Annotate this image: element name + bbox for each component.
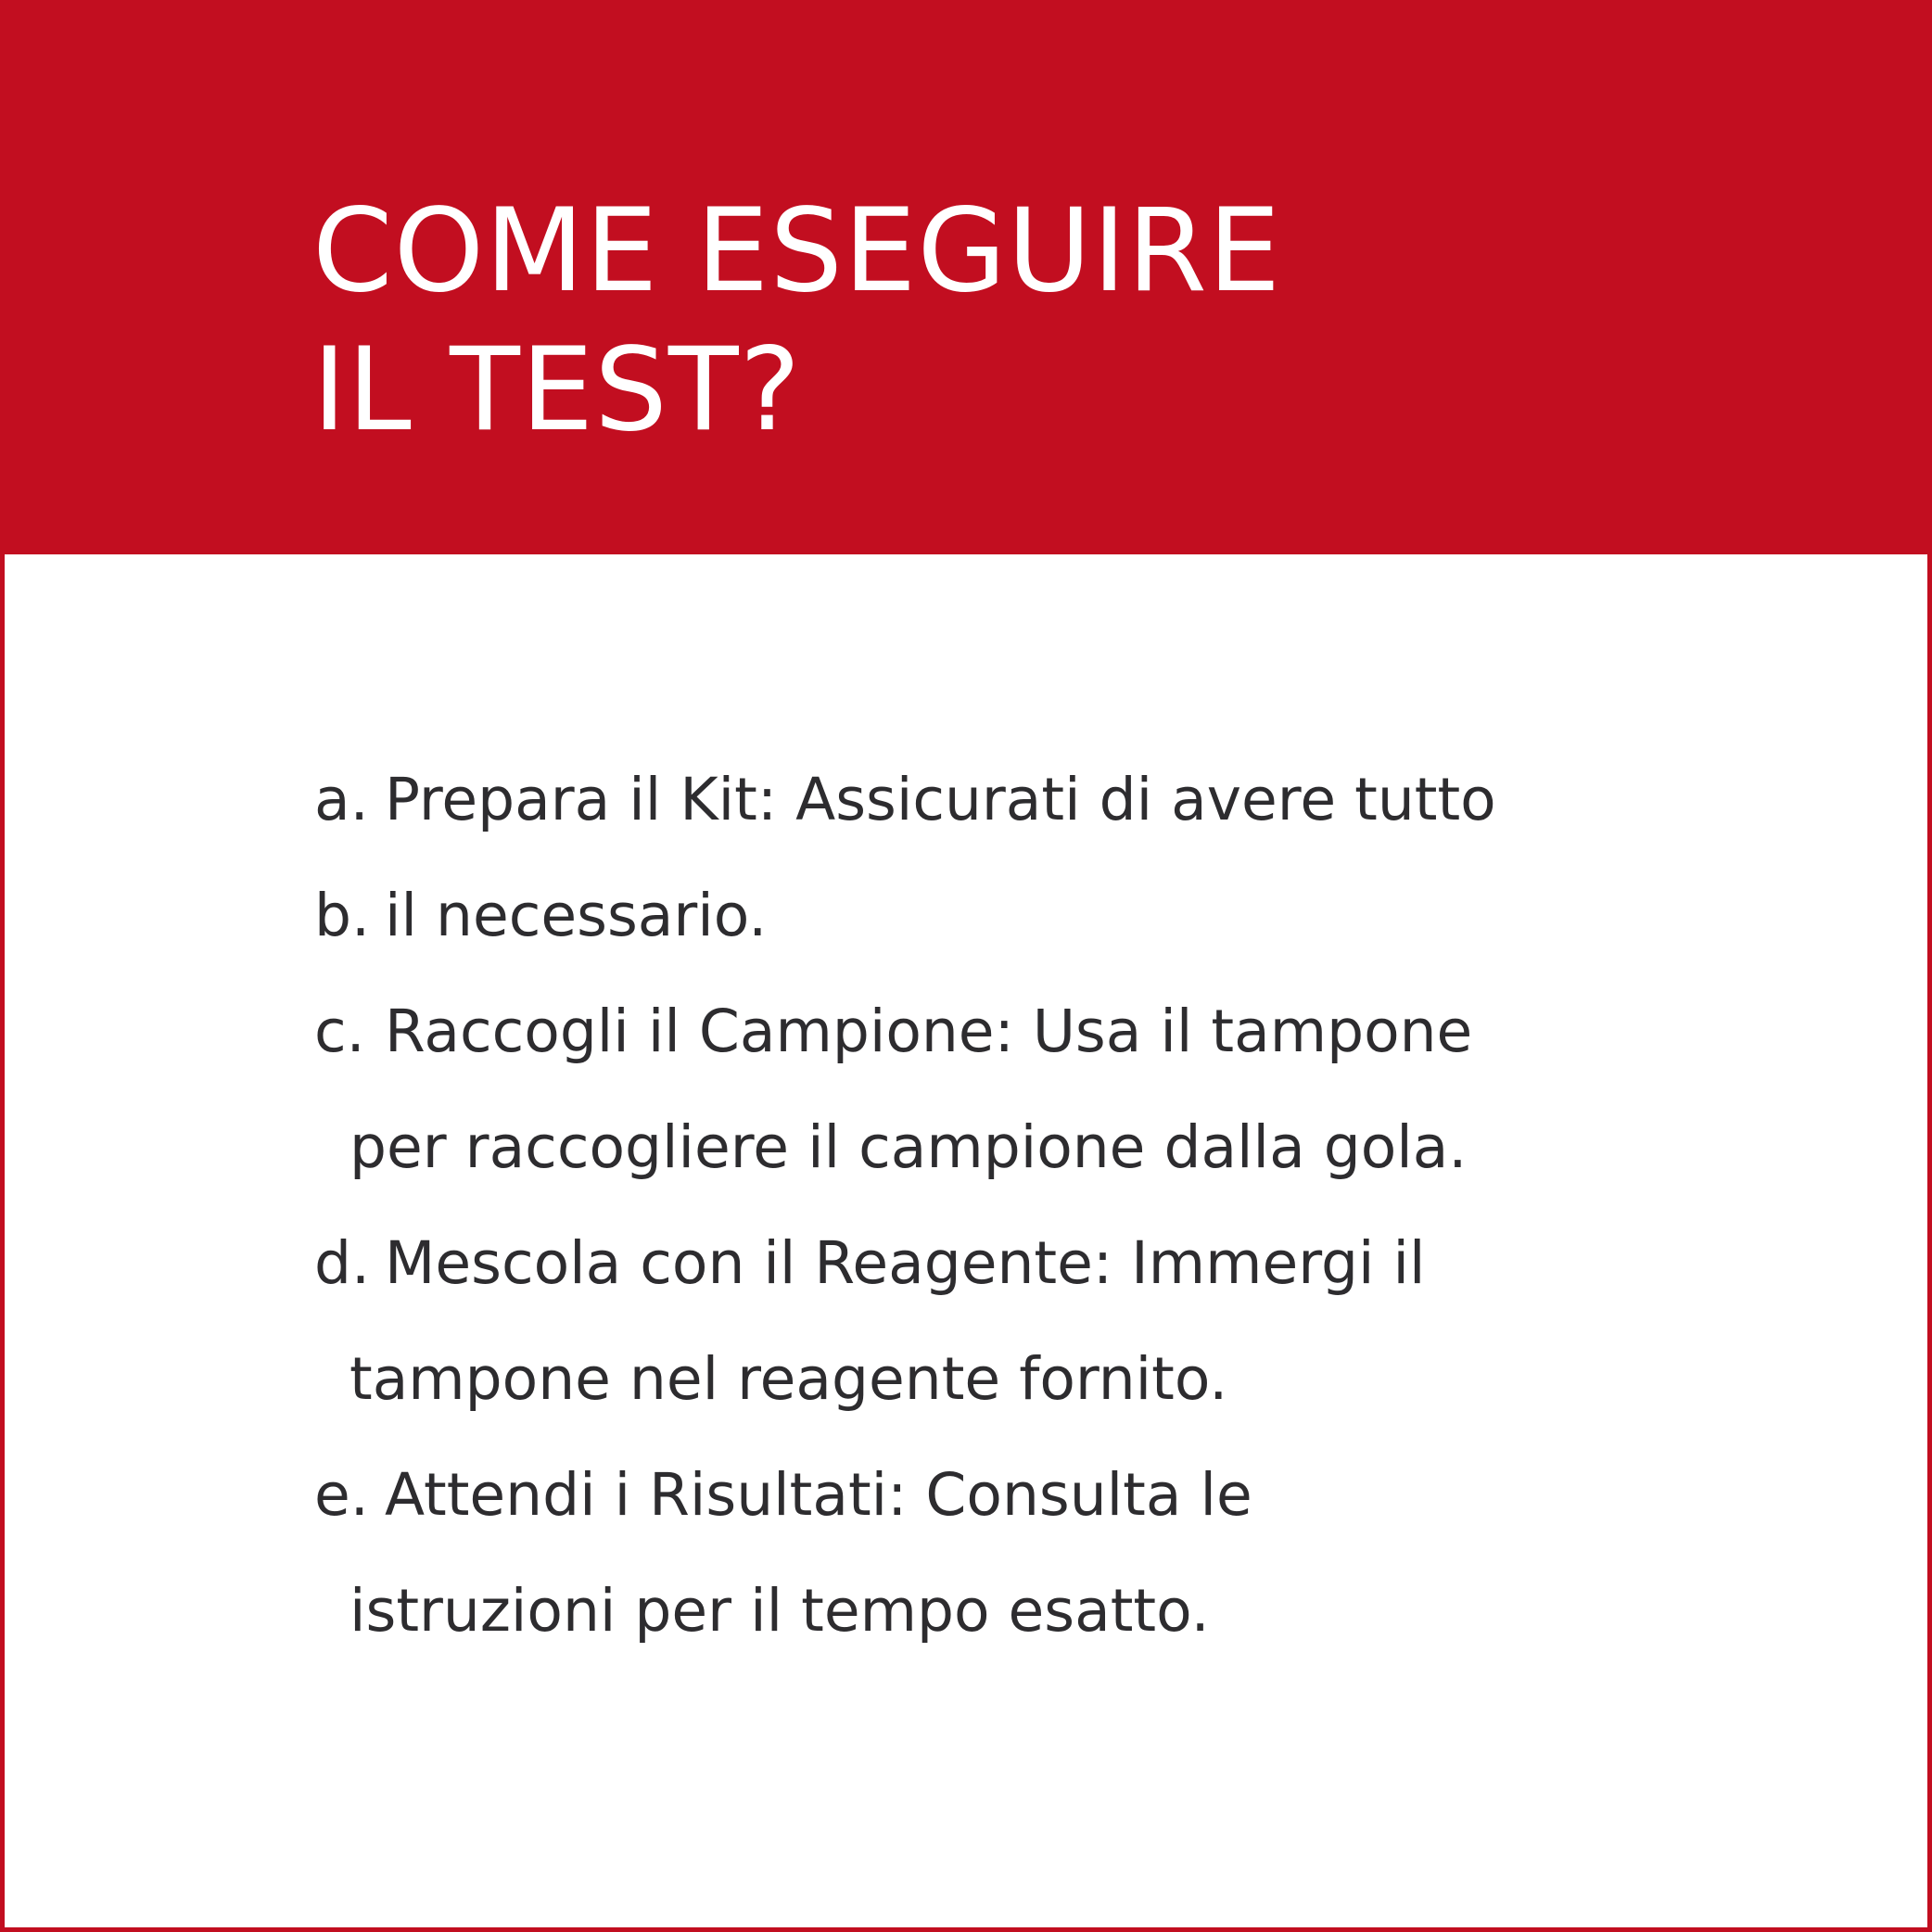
list-marker: a. xyxy=(314,766,369,833)
page-title xyxy=(312,182,1281,460)
list-item xyxy=(314,858,1496,973)
steps-list xyxy=(314,742,1496,1669)
list-item xyxy=(314,1205,1496,1437)
list-item-text: Prepara il Kit: Assicurati di avere tutto xyxy=(385,766,1496,833)
list-marker: b. xyxy=(314,882,371,949)
list-item xyxy=(314,742,1496,858)
list-item-continuation: per raccogliere il campione dalla gola. xyxy=(350,1113,1468,1181)
list-item-continuation: istruzioni per il tempo esatto. xyxy=(350,1577,1210,1645)
list-item xyxy=(314,973,1496,1205)
list-marker: e. xyxy=(314,1461,369,1529)
title-line-1: COME ESEGUIRE xyxy=(312,184,1282,318)
list-item xyxy=(314,1437,1496,1669)
list-item-text: il necessario. xyxy=(385,882,768,949)
header-banner xyxy=(5,0,1927,554)
list-item-text: Raccogli il Campione: Usa il tampone xyxy=(385,998,1473,1065)
title-line-2: IL TEST? xyxy=(312,324,802,457)
list-item-text: Mescola con il Reagente: Immergi il xyxy=(385,1229,1426,1297)
list-marker: d. xyxy=(314,1229,371,1297)
list-marker: c. xyxy=(314,998,365,1065)
list-item-continuation: tampone nel reagente fornito. xyxy=(350,1345,1228,1413)
list-item-text: Attendi i Risultati: Consulta le xyxy=(385,1461,1252,1529)
